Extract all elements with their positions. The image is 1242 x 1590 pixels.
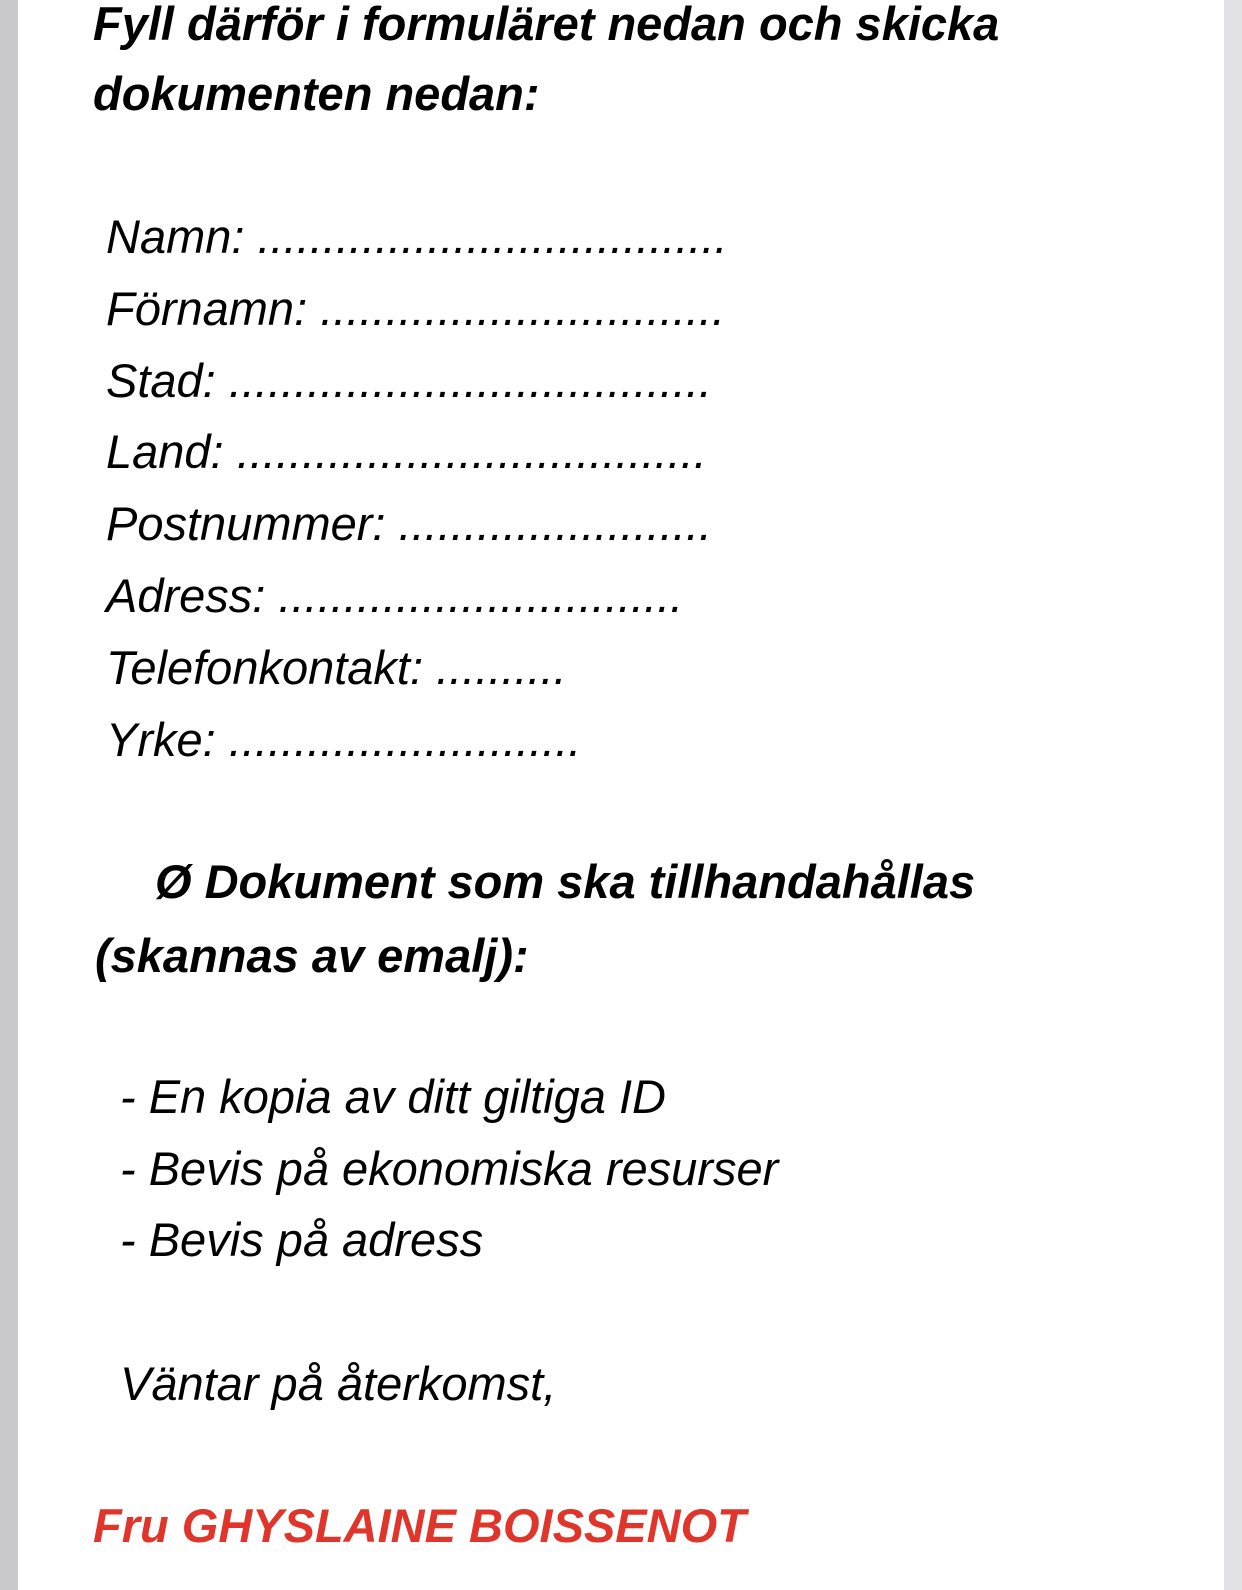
documents-heading-line-1: Ø Dokument som ska tillhandahållas	[155, 855, 976, 908]
form-field-yrke	[106, 713, 582, 766]
form-field-label: Namn:	[106, 210, 245, 263]
form-field-label: Postnummer:	[106, 497, 386, 550]
intro-line-2: dokumenten nedan:	[93, 67, 540, 120]
form-field-postnummer	[106, 497, 712, 550]
window-edge	[1224, 0, 1242, 1590]
signature: Fru GHYSLAINE BOISSENOT	[93, 1499, 746, 1552]
form-field-fornamn	[106, 282, 726, 335]
form-field-label: Stad:	[106, 354, 216, 407]
documents-heading-line-2: (skannas av emalj):	[95, 929, 529, 982]
form-field-label: Telefonkontakt:	[106, 641, 424, 694]
form-field-namn	[106, 210, 728, 263]
documents-list-item: - Bevis på adress	[120, 1213, 484, 1266]
form-field-label: Förnamn:	[106, 282, 308, 335]
form-field-dots: ........................	[398, 497, 712, 550]
form-field-adress	[106, 569, 684, 622]
form-field-label: Adress:	[106, 569, 266, 622]
closing-line: Väntar på återkomst,	[120, 1357, 557, 1410]
form-field-land	[106, 425, 707, 478]
form-field-dots: ....................................	[236, 425, 707, 478]
form-field-dots: .....................................	[228, 354, 712, 407]
documents-list-item: - En kopia av ditt giltiga ID	[120, 1070, 666, 1123]
form-field-telefonkontakt	[106, 641, 567, 694]
form-field-dots: ....................................	[257, 210, 728, 263]
form-field-dots: ..........	[436, 641, 567, 694]
documents-list-item: - Bevis på ekonomiska resurser	[120, 1142, 779, 1195]
form-field-label: Yrke:	[106, 713, 216, 766]
form-field-dots: ...........................	[228, 713, 582, 766]
intro-line-1: Fyll därför i formuläret nedan och skicka	[93, 0, 1000, 50]
email-body	[18, 0, 1224, 1590]
form-field-label: Land:	[106, 425, 224, 478]
form-field-dots: ...............................	[278, 569, 684, 622]
form-field-stad	[106, 354, 712, 407]
form-field-dots: ...............................	[320, 282, 726, 335]
